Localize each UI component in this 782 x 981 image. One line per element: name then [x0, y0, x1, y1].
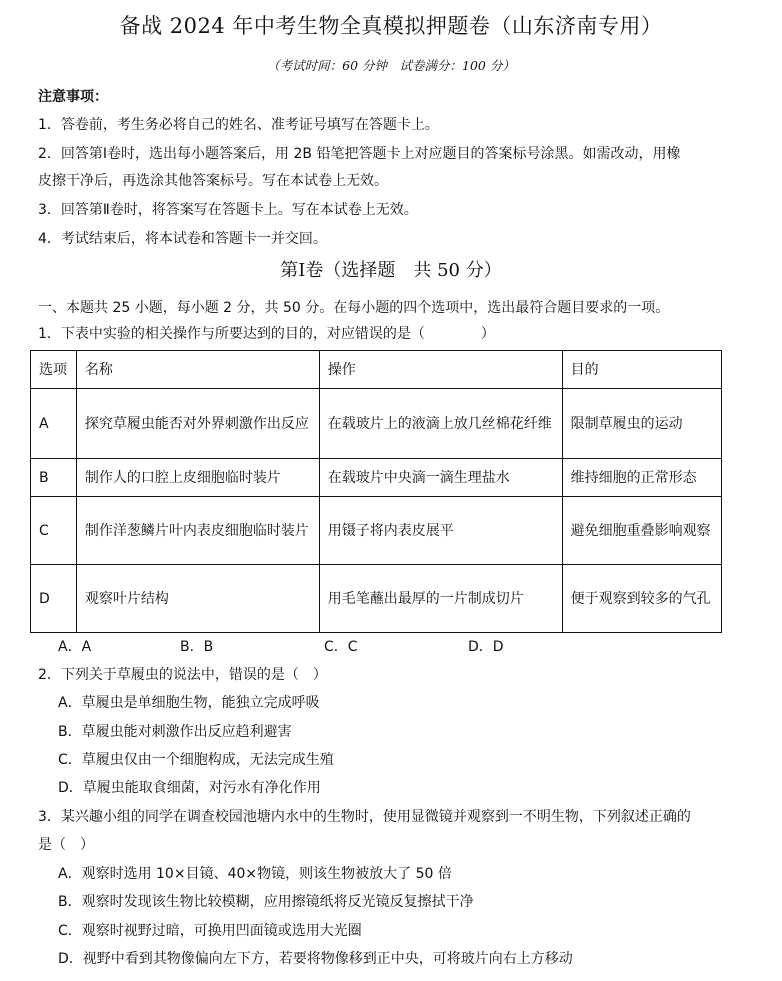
- q3-stem-continued: 是（ ）: [38, 837, 94, 853]
- note-item: 2．回答第Ⅰ卷时，选出每小题答案后，用 2B 铅笔把答题卡上对应题目的答案标号涂黑。如需改动，用橡: [38, 146, 681, 162]
- table-cell: 便于观察到较多的气孔: [562, 565, 721, 633]
- table-cell: 用镊子将内表皮展平: [319, 497, 562, 565]
- note-item: 3．回答第Ⅱ卷时，将答案写在答题卡上。写在本试卷上无效。: [38, 202, 418, 218]
- q3-option-c[interactable]: C．观察时视野过暗，可换用凹面镜或选用大光圈: [58, 923, 362, 939]
- table-cell: A: [31, 389, 77, 459]
- table-cell: 避免细胞重叠影响观察: [562, 497, 721, 565]
- section-instruction: 一、本题共 25 小题，每小题 2 分，共 50 分。在每小题的四个选项中，选出最符合题目要求的一项。: [38, 300, 670, 316]
- table-row: [31, 389, 722, 459]
- exam-title: 备战 2024 年中考生物全真模拟押题卷（山东济南专用）: [119, 14, 663, 38]
- table-row: [31, 459, 722, 497]
- table-header-row: [31, 351, 722, 389]
- q3-option-a[interactable]: A．观察时选用 10×目镜、40×物镜，则该生物被放大了 50 倍: [58, 866, 452, 882]
- table-header-cell: 目的: [562, 351, 721, 389]
- table-cell: 制作洋葱鳞片叶内表皮细胞临时装片: [76, 497, 319, 565]
- table-cell: D: [31, 565, 77, 633]
- table-row: [31, 565, 722, 633]
- table-cell: 观察叶片结构: [76, 565, 319, 633]
- table-cell: 制作人的口腔上皮细胞临时装片: [76, 459, 319, 497]
- table-header-cell: 选项: [31, 351, 77, 389]
- table-cell: C: [31, 497, 77, 565]
- note-item: 1．答卷前，考生务必将自己的姓名、准考证号填写在答题卡上。: [38, 117, 439, 133]
- table-header-cell: 操作: [319, 351, 562, 389]
- table-row: [31, 497, 722, 565]
- q3-option-d[interactable]: D．视野中看到其物像偏向左下方，若要将物像移到正中央，可将玻片向右上方移动: [58, 951, 573, 967]
- exam-subtitle: （考试时间：60 分钟 试卷满分：100 分）: [267, 58, 515, 73]
- table-cell: 限制草履虫的运动: [562, 389, 721, 459]
- table-cell: 在载玻片上的液滴上放几丝棉花纤维: [319, 389, 562, 459]
- notes-title: 注意事项：: [38, 89, 108, 105]
- q3-stem: 3．某兴趣小组的同学在调查校园池塘内水中的生物时，使用显微镜并观察到一不明生物，下列叙述正确的: [38, 809, 691, 825]
- q1-table: [30, 350, 722, 633]
- q2-option-d[interactable]: D．草履虫能取食细菌，对污水有净化作用: [58, 780, 321, 796]
- q2-option-b[interactable]: B．草履虫能对刺激作出反应趋利避害: [58, 724, 292, 740]
- note-item: 4．考试结束后，将本试卷和答题卡一并交回。: [38, 231, 327, 247]
- q2-option-a[interactable]: A．草履虫是单细胞生物，能独立完成呼吸: [58, 695, 320, 711]
- table-cell: 维持细胞的正常形态: [562, 459, 721, 497]
- q1-option-a[interactable]: A．A: [58, 639, 92, 655]
- q3-option-b[interactable]: B．观察时发现该生物比较模糊，应用擦镜纸将反光镜反复擦拭干净: [58, 894, 474, 910]
- q1-option-c[interactable]: C．C: [324, 639, 358, 655]
- q1-option-d[interactable]: D．D: [468, 639, 504, 655]
- note-item: 皮擦干净后，再选涂其他答案标号。写在本试卷上无效。: [38, 173, 388, 189]
- section-title: 第Ⅰ卷（选择题 共 50 分）: [280, 260, 502, 281]
- q1-stem: 1．下表中实验的相关操作与所要达到的目的，对应错误的是（ ）: [38, 326, 495, 342]
- table-cell: 用毛笔蘸出最厚的一片制成切片: [319, 565, 562, 633]
- q2-stem: 2．下列关于草履虫的说法中，错误的是（ ）: [38, 667, 327, 683]
- table-cell: 在载玻片中央滴一滴生理盐水: [319, 459, 562, 497]
- q1-option-b[interactable]: B．B: [180, 639, 214, 655]
- q2-option-c[interactable]: C．草履虫仅由一个细胞构成，无法完成生殖: [58, 752, 334, 768]
- table-header-cell: 名称: [76, 351, 319, 389]
- table-cell: 探究草履虫能否对外界刺激作出反应: [76, 389, 319, 459]
- table-cell: B: [31, 459, 77, 497]
